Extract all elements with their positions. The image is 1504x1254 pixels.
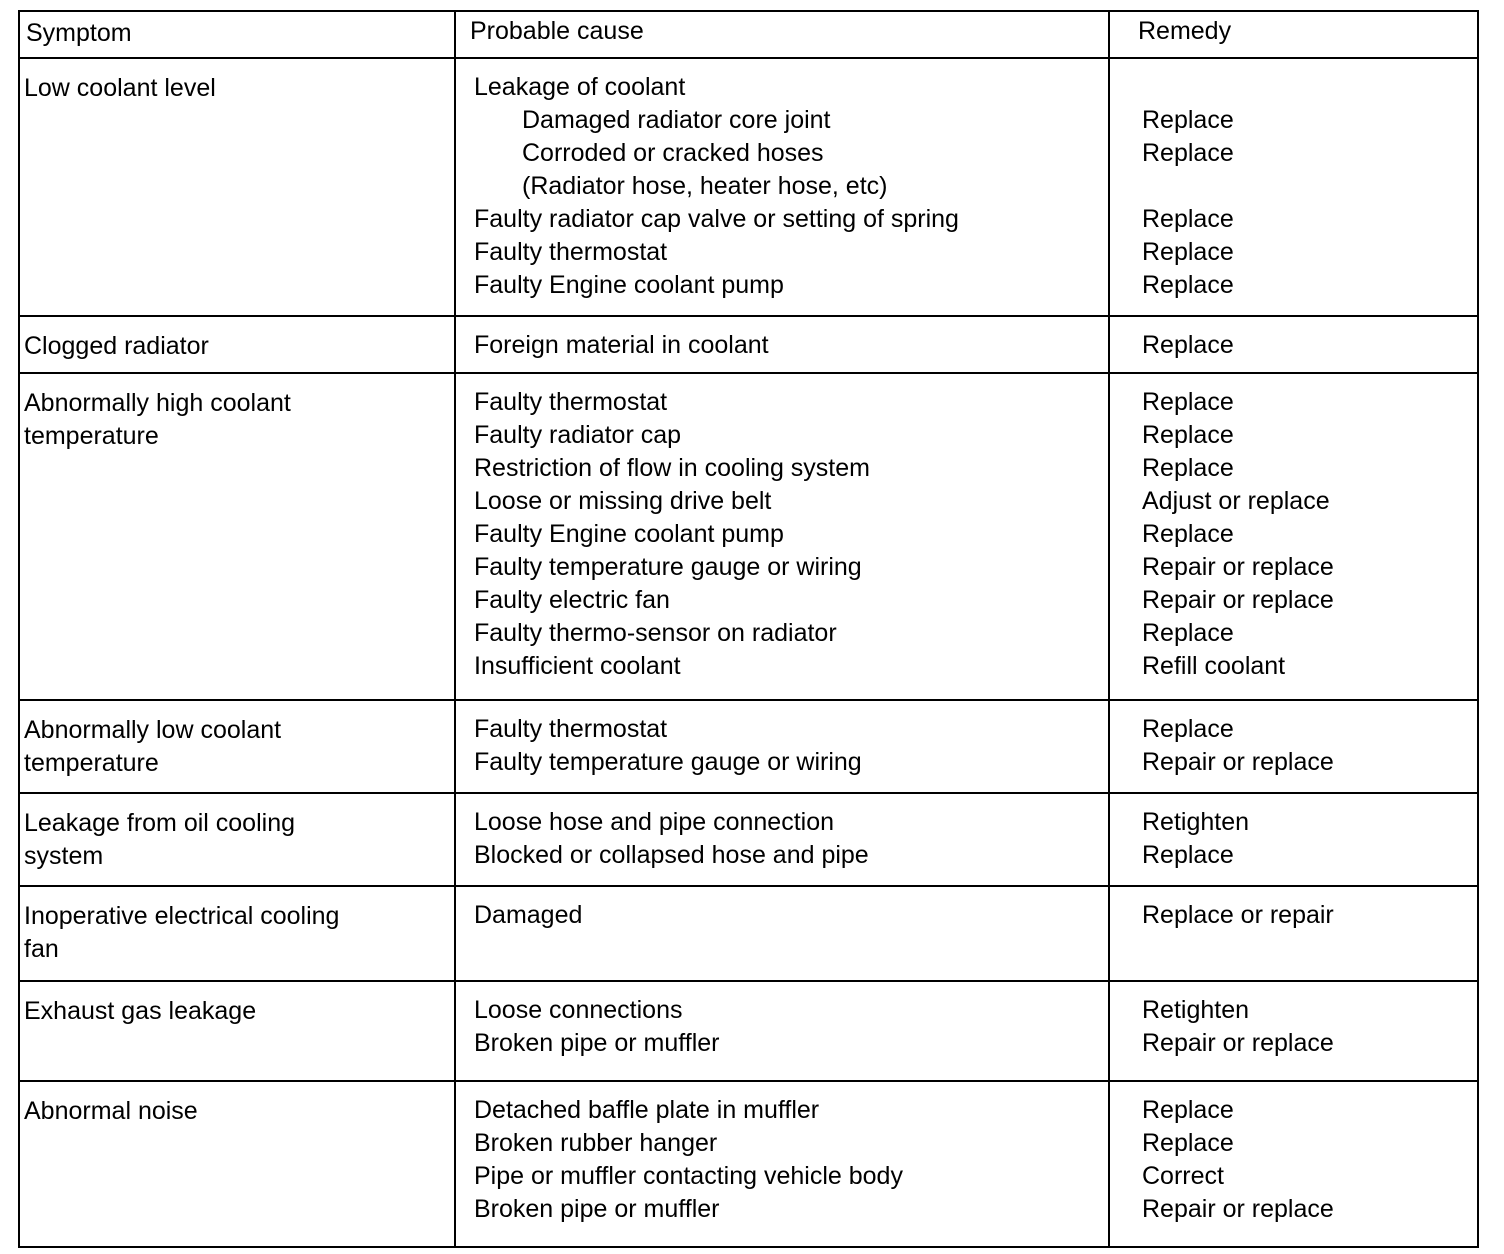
cause-line: Blocked or collapsed hose and pipe [474,841,869,869]
cause-line: Loose connections [474,996,683,1024]
symptom-text: Clogged radiator [24,332,209,360]
symptom-text: Leakage from oil cooling [24,809,295,837]
symptom-text: Exhaust gas leakage [24,997,257,1025]
remedy-line: Replace [1142,238,1234,266]
symptom-cell [19,700,455,793]
symptom-text: Abnormal noise [24,1097,198,1125]
table-row [19,316,1478,373]
cause-line: Faulty radiator cap valve or setting of spring [474,205,959,233]
symptom-text: Inoperative electrical cooling [24,902,340,930]
remedy-line: Repair or replace [1142,586,1334,614]
symptom-text: temperature [24,749,159,777]
remedy-line: Retighten [1142,808,1250,836]
cause-line: Faulty Engine coolant pump [474,520,784,548]
cause-line: Loose hose and pipe connection [474,808,835,836]
remedy-cell [1109,886,1478,981]
cause-line: Faulty temperature gauge or wiring [474,553,862,581]
cause-line: Corroded or cracked hoses [522,139,824,167]
remedy-line: Replace or repair [1142,901,1334,929]
cause-line: Faulty electric fan [474,586,670,614]
remedy-line: Repair or replace [1142,748,1334,776]
header-probable-cause: Probable cause [455,11,1109,58]
cause-line: Faulty thermostat [474,238,668,266]
remedy-line: Replace [1142,271,1234,299]
remedy-line: Replace [1142,205,1234,233]
symptom-text: Low coolant level [24,74,216,102]
remedy-cell [1109,58,1478,316]
remedy-cell [1109,1081,1478,1247]
table-row [19,58,1478,316]
remedy-cell [1109,981,1478,1081]
table-row [19,373,1478,700]
probable-cause-cell [455,700,1109,793]
symptom-cell [19,58,455,316]
cause-line: Faulty radiator cap [474,421,682,449]
remedy-cell [1109,316,1478,373]
troubleshooting-table [18,10,1479,1248]
cause-line: Faulty thermostat [474,388,668,416]
cause-line: (Radiator hose, heater hose, etc) [522,172,888,200]
remedy-line: Correct [1142,1162,1224,1190]
symptom-text: system [24,842,104,870]
symptom-cell [19,373,455,700]
symptom-cell [19,793,455,886]
symptom-text: Abnormally low coolant [24,716,282,744]
table-row [19,1081,1478,1247]
symptom-text: fan [24,935,59,963]
remedy-line: Replace [1142,520,1234,548]
probable-cause-cell [455,316,1109,373]
probable-cause-cell [455,886,1109,981]
remedy-line: Replace [1142,454,1234,482]
probable-cause-cell [455,981,1109,1081]
remedy-line: Repair or replace [1142,553,1334,581]
remedy-line: Retighten [1142,996,1250,1024]
remedy-line: Replace [1142,331,1234,359]
cause-line: Restriction of flow in cooling system [474,454,870,482]
cause-line: Damaged [474,901,583,929]
cause-line: Foreign material in coolant [474,331,769,359]
probable-cause-cell [455,373,1109,700]
cause-line: Damaged radiator core joint [522,106,831,134]
remedy-line [1142,170,1477,203]
cause-line: Broken rubber hanger [474,1129,718,1157]
table-row [19,700,1478,793]
remedy-cell [1109,700,1478,793]
remedy-line: Replace [1142,1096,1234,1124]
remedy-line: Adjust or replace [1142,487,1330,515]
remedy-line: Replace [1142,715,1234,743]
table-body [19,58,1478,1247]
remedy-cell [1109,793,1478,886]
remedy-cell [1109,373,1478,700]
symptom-text: Abnormally high coolant [24,389,291,417]
table-row [19,793,1478,886]
remedy-line: Repair or replace [1142,1195,1334,1223]
remedy-line: Replace [1142,1129,1234,1157]
remedy-line [1142,71,1477,104]
cause-line: Loose or missing drive belt [474,487,772,515]
remedy-line: Refill coolant [1142,652,1286,680]
table-row [19,981,1478,1081]
symptom-text: temperature [24,422,159,450]
symptom-cell [19,981,455,1081]
remedy-line: Replace [1142,619,1234,647]
remedy-line: Replace [1142,421,1234,449]
cause-line: Broken pipe or muffler [474,1029,720,1057]
remedy-line: Replace [1142,841,1234,869]
remedy-line: Replace [1142,139,1234,167]
remedy-line: Repair or replace [1142,1029,1334,1057]
cause-line: Faulty thermostat [474,715,668,743]
remedy-line: Replace [1142,388,1234,416]
header-remedy: Remedy [1109,11,1478,58]
cause-line: Detached baffle plate in muffler [474,1096,820,1124]
symptom-cell [19,1081,455,1247]
cause-line: Faulty Engine coolant pump [474,271,784,299]
table-row [19,886,1478,981]
symptom-cell [19,886,455,981]
cause-line: Broken pipe or muffler [474,1195,720,1223]
cause-line: Insufficient coolant [474,652,681,680]
probable-cause-cell [455,58,1109,316]
symptom-cell [19,316,455,373]
header-symptom: Symptom [19,11,455,58]
remedy-line: Replace [1142,106,1234,134]
probable-cause-cell [455,793,1109,886]
cause-line: Faulty thermo-sensor on radiator [474,619,837,647]
cause-line: Faulty temperature gauge or wiring [474,748,862,776]
probable-cause-cell [455,1081,1109,1247]
cause-line: Leakage of coolant [474,73,686,101]
header-row [19,11,1478,58]
cause-line: Pipe or muffler contacting vehicle body [474,1162,903,1190]
